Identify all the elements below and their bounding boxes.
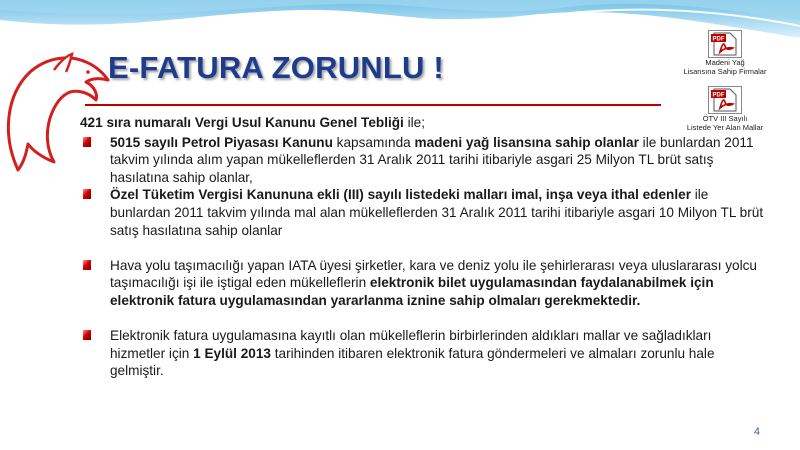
- bullet-icon: [83, 260, 91, 270]
- slide-body: [80, 114, 770, 380]
- bullet-4-run-1: Elektronik fatura uygulamasına kayıtlı olan mükelleflerin birbirlerinden aldıkları mallar ve sağladıkları hizmetler için: [110, 328, 712, 361]
- page-number: 4: [753, 426, 760, 438]
- bullet-icon: [83, 137, 91, 147]
- bullet-1-run-2: kapsamında: [332, 134, 415, 150]
- bullet-2-run-2: ile bunlardan 2011 takvim yılında mal alan mükelleflerden 31 Aralık 2011 tarihi itibariyle asgari 10 Milyon TL brüt satış hasılatına sahip olanlar: [110, 187, 764, 238]
- pdf-caption-line2: Lisansına Sahip Firmalar: [683, 67, 767, 76]
- slide-title: E-FATURA ZORUNLU !: [108, 50, 444, 85]
- pdf-icon-label: PDF: [712, 92, 725, 99]
- bullet-item-4: [80, 327, 770, 380]
- bullet-item-2: [80, 186, 770, 239]
- bullet-icon: [83, 330, 91, 340]
- pdf-icon: [708, 30, 742, 58]
- intro-bold: 421 sıra numaralı Vergi Usul Kanunu Genel Tebliği: [80, 115, 404, 130]
- bullet-1-run-1: 5015 sayılı Petrol Piyasası Kanunu: [110, 134, 333, 150]
- title-underline: [85, 104, 661, 106]
- bullet-3-run-2: elektronik bilet uygulamasından faydalanabilmek için elektronik fatura uygulamasından yararlanma iznine sahip olmaları gerekmektedir.: [110, 275, 714, 308]
- bullet-2-run-1: Özel Tüketim Vergisi Kanununa ekli (III) sayılı listedeki malları imal, inşa veya ithal edenler: [110, 187, 691, 203]
- bullet-4-run-2: 1 Eylül 2013: [193, 345, 271, 361]
- pdf-caption-line1: Madeni Yağ: [705, 58, 745, 67]
- bullet-item-1: [80, 134, 770, 187]
- pdf-caption-line2: Listede Yer Alan Mallar: [686, 123, 764, 132]
- bullet-1-run-4: ile bunlardan 2011 takvim yılında alım yapan mükelleflerden 31 Aralık 2011 tarihi itibariyle asgari 25 Milyon TL brüt satış hasılatına sahip olanlar,: [110, 134, 754, 185]
- bullet-1-run-3: madeni yağ lisansına sahip olanlar: [414, 134, 639, 150]
- pdf-caption-line1: ÖTV III Sayılı: [702, 114, 748, 123]
- intro-rest: ile;: [403, 115, 425, 130]
- bullet-icon: [83, 189, 91, 199]
- bullet-item-3: [80, 257, 770, 310]
- pdf-icon-label: PDF: [712, 36, 725, 43]
- bullet-4-run-3: tarihinden itibaren elektronik fatura göndermeleri ve almaları zorunlu hale gelmiştir.: [110, 345, 715, 379]
- bullet-3-run-1: Hava yolu taşımacılığı yapan IATA üyesi şirketler, kara ve deniz yolu ile şehirlerarası veya uluslararası yolcu taşımacılığı işi ile iştigal eden mükelleflerin: [110, 257, 757, 291]
- pdf-attachment-madeni-yag[interactable]: [655, 30, 795, 76]
- intro-paragraph: [80, 114, 770, 132]
- pdf-icon: [708, 86, 742, 114]
